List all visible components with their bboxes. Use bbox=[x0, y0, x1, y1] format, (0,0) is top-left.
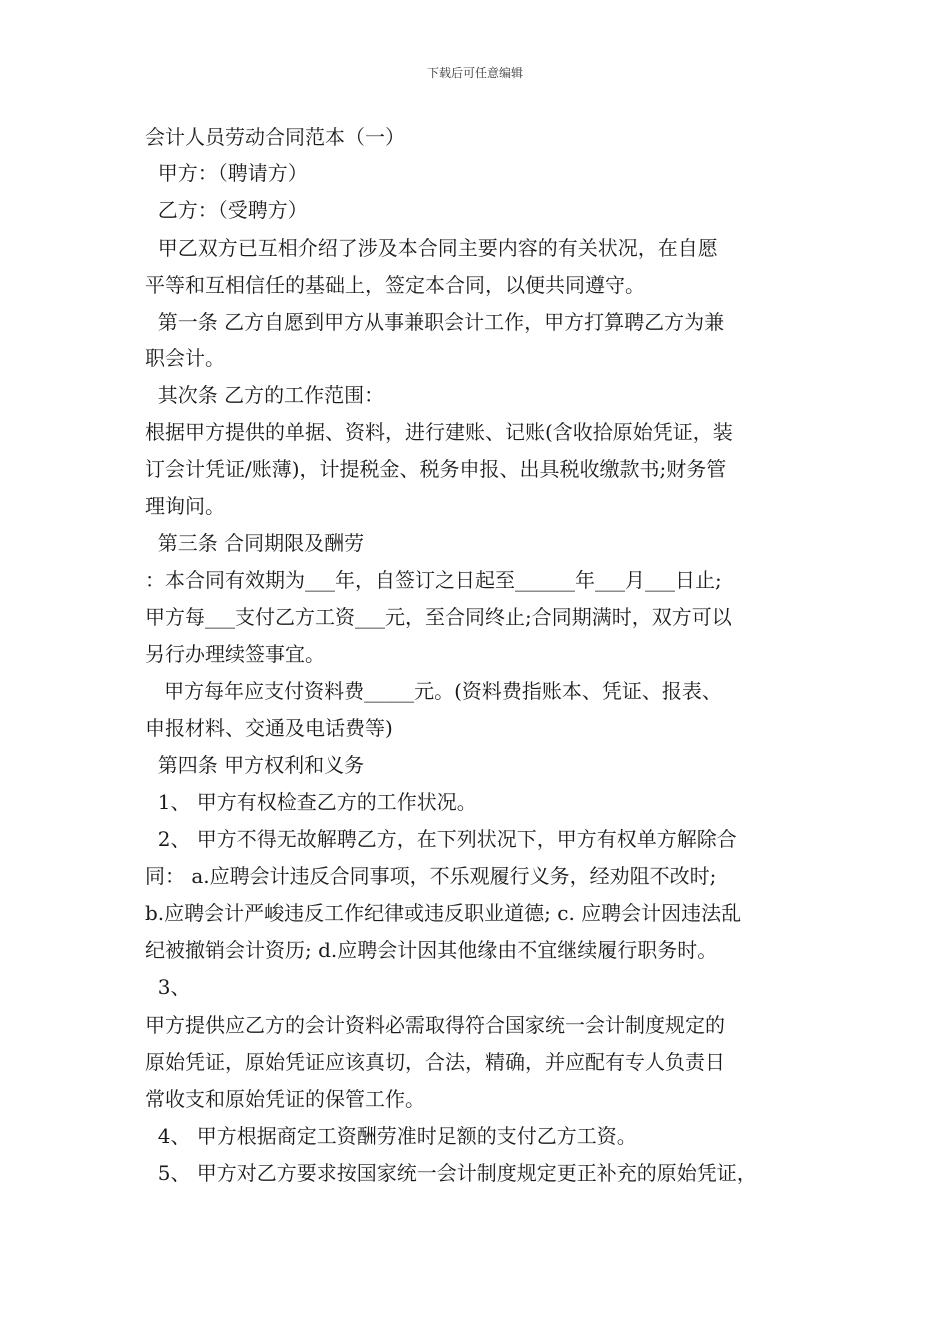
paragraph-line: 纪被撤销会计资历; d.应聘会计因其他缘由不宜继续履行职务时。 bbox=[145, 938, 718, 962]
paragraph-line: 甲方：（聘请方） bbox=[145, 161, 308, 185]
paragraph-line: 平等和互相信任的基础上，签定本合同，以便共同遵守。 bbox=[145, 273, 645, 297]
paragraph-line: 乙方：（受聘方） bbox=[145, 198, 308, 222]
paragraph-line: 另行办理续签事宜。 bbox=[145, 642, 325, 666]
paragraph-line: 同： a.应聘会计违反合同事项，不乐观履行义务，经劝阻不改时; bbox=[145, 864, 717, 888]
document-title: 会计人员劳动合同范本（一） bbox=[145, 125, 405, 149]
paragraph-line: 职会计。 bbox=[145, 346, 225, 370]
paragraph-line: 甲乙双方已互相介绍了涉及本合同主要内容的有关状况，在自愿 bbox=[145, 236, 718, 260]
paragraph-line: 其次条 乙方的工作范围： bbox=[145, 383, 385, 407]
paragraph-line: ：本合同有效期为___年，自签订之日起至______年___月___日止; bbox=[145, 568, 722, 592]
paragraph-line: 2、 甲方不得无故解聘乙方，在下列状况下，甲方有权单方解除合 bbox=[145, 827, 737, 851]
paragraph-line: 订会计凭证/账薄)，计提税金、税务申报、出具税收缴款书;财务管 bbox=[145, 457, 727, 481]
paragraph-line: 甲方每___支付乙方工资___元，至合同终止;合同期满时，双方可以 bbox=[145, 605, 732, 629]
paragraph-line: 3、 bbox=[145, 975, 191, 999]
paragraph-line: 申报材料、交通及电话费等) bbox=[145, 716, 393, 740]
paragraph-line: 常收支和原始凭证的保管工作。 bbox=[145, 1087, 425, 1111]
page-header: 下载后可任意编辑 bbox=[426, 66, 523, 80]
paragraph-line: b.应聘会计严峻违反工作纪律或违反职业道德; c. 应聘会计因违法乱 bbox=[145, 901, 742, 925]
paragraph-line: 5、 甲方对乙方要求按国家统一会计制度规定更正补充的原始凭证， bbox=[145, 1161, 757, 1185]
paragraph-line: 甲方每年应支付资料费_____元。(资料费指账本、凭证、报表、 bbox=[145, 679, 722, 703]
paragraph-line: 4、 甲方根据商定工资酬劳准时足额的支付乙方工资。 bbox=[145, 1124, 637, 1148]
paragraph-line: 1、 甲方有权检查乙方的工作状况。 bbox=[145, 790, 477, 814]
paragraph-line: 甲方提供应乙方的会计资料必需取得符合国家统一会计制度规定的 bbox=[145, 1013, 725, 1037]
paragraph-line: 第四条 甲方权利和义务 bbox=[145, 753, 365, 777]
paragraph-line: 根据甲方提供的单据、资料，进行建账、记账(含收拾原始凭证，装 bbox=[145, 420, 733, 444]
paragraph-line: 理询问。 bbox=[145, 494, 225, 518]
paragraph-line: 第一条 乙方自愿到甲方从事兼职会计工作，甲方打算聘乙方为兼 bbox=[145, 310, 725, 334]
paragraph-line: 原始凭证，原始凭证应该真切，合法，精确，并应配有专人负责日 bbox=[145, 1050, 725, 1074]
paragraph-line: 第三条 合同期限及酬劳 bbox=[145, 531, 365, 555]
